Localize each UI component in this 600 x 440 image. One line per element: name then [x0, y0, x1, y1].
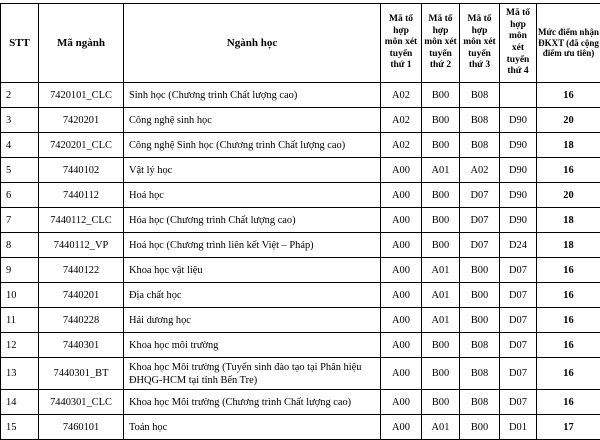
table-row — [1, 108, 600, 133]
table-row — [1, 333, 600, 358]
header-to-hop-4: Mã tổ hợp môn xét tuyển thứ 4 — [500, 4, 537, 83]
cell-muc-diem: 16 — [537, 333, 600, 358]
cell-to-hop-2: A01 — [422, 308, 460, 333]
cell-nganh-hoc: Công nghệ Sinh học (Chương trình Chất lượng cao) — [124, 133, 381, 158]
cell-ma-nganh: 7440228 — [39, 308, 124, 333]
cell-to-hop-1: A00 — [381, 183, 422, 208]
cell-ma-nganh: 7440112_CLC — [39, 208, 124, 233]
cell-to-hop-4: D90 — [500, 183, 537, 208]
cell-ma-nganh: 7440102 — [39, 158, 124, 183]
cell-to-hop-3: B08 — [460, 133, 500, 158]
cell-ma-nganh: 7440122 — [39, 258, 124, 283]
header-to-hop-2: Mã tổ hợp môn xét tuyển thứ 2 — [422, 4, 460, 83]
cell-stt: 9 — [1, 258, 39, 283]
cell-stt: 6 — [1, 183, 39, 208]
cell-to-hop-1: A00 — [381, 390, 422, 415]
cell-to-hop-3: B08 — [460, 358, 500, 390]
cell-to-hop-3: B00 — [460, 415, 500, 440]
cell-stt: 13 — [1, 358, 39, 390]
cell-to-hop-2: B00 — [422, 208, 460, 233]
cell-to-hop-3: D07 — [460, 208, 500, 233]
cell-to-hop-3: B00 — [460, 258, 500, 283]
cell-muc-diem: 18 — [537, 133, 600, 158]
cell-to-hop-2: A01 — [422, 158, 460, 183]
cell-to-hop-2: B00 — [422, 390, 460, 415]
cell-muc-diem: 17 — [537, 415, 600, 440]
cell-to-hop-1: A00 — [381, 283, 422, 308]
cell-nganh-hoc: Hoá học — [124, 183, 381, 208]
cell-to-hop-3: A02 — [460, 158, 500, 183]
cell-to-hop-4: D24 — [500, 233, 537, 258]
cell-stt: 7 — [1, 208, 39, 233]
table-row — [1, 258, 600, 283]
cell-to-hop-1: A02 — [381, 108, 422, 133]
cell-to-hop-4: D90 — [500, 158, 537, 183]
cell-to-hop-4: D07 — [500, 390, 537, 415]
cell-to-hop-1: A00 — [381, 358, 422, 390]
cell-nganh-hoc: Khoa học môi trường — [124, 333, 381, 358]
cell-to-hop-1: A02 — [381, 133, 422, 158]
cell-ma-nganh: 7440112_VP — [39, 233, 124, 258]
cell-ma-nganh: 7440301_CLC — [39, 390, 124, 415]
cell-stt: 3 — [1, 108, 39, 133]
cell-stt: 15 — [1, 415, 39, 440]
cell-muc-diem: 20 — [537, 183, 600, 208]
cell-to-hop-1: A02 — [381, 83, 422, 108]
cell-to-hop-4: D90 — [500, 133, 537, 158]
cell-to-hop-3: B08 — [460, 333, 500, 358]
cell-muc-diem: 16 — [537, 358, 600, 390]
cell-muc-diem: 16 — [537, 158, 600, 183]
cell-to-hop-3: B08 — [460, 83, 500, 108]
cell-to-hop-4: D90 — [500, 208, 537, 233]
cell-to-hop-3: B00 — [460, 308, 500, 333]
cell-to-hop-4: D07 — [500, 258, 537, 283]
cell-to-hop-4: D07 — [500, 358, 537, 390]
admission-score-table — [0, 3, 600, 440]
cell-to-hop-1: A00 — [381, 233, 422, 258]
cell-nganh-hoc: Toán học — [124, 415, 381, 440]
cell-nganh-hoc: Khoa học Môi trường (Tuyển sinh đào tạo tại Phân hiệu ĐHQG-HCM tại tỉnh Bến Tre) — [124, 358, 381, 390]
cell-to-hop-4: D07 — [500, 308, 537, 333]
cell-to-hop-4: D01 — [500, 415, 537, 440]
cell-to-hop-3: B08 — [460, 390, 500, 415]
cell-to-hop-4: D07 — [500, 283, 537, 308]
cell-to-hop-4 — [500, 83, 537, 108]
table-row — [1, 358, 600, 390]
cell-nganh-hoc: Hóa học (Chương trình Chất lượng cao) — [124, 208, 381, 233]
cell-to-hop-3: D07 — [460, 233, 500, 258]
header-row — [1, 4, 600, 83]
header-to-hop-3: Mã tổ hợp môn xét tuyển thứ 3 — [460, 4, 500, 83]
cell-ma-nganh: 7440201 — [39, 283, 124, 308]
cell-to-hop-1: A00 — [381, 415, 422, 440]
header-to-hop-1: Mã tổ hợp môn xét tuyển thứ 1 — [381, 4, 422, 83]
cell-to-hop-3: B08 — [460, 108, 500, 133]
cell-ma-nganh: 7420201 — [39, 108, 124, 133]
table-row — [1, 183, 600, 208]
cell-to-hop-2: B00 — [422, 183, 460, 208]
cell-nganh-hoc: Khoa học Môi trường (Chương trình Chất lượng cao) — [124, 390, 381, 415]
cell-to-hop-2: A01 — [422, 258, 460, 283]
table-row — [1, 415, 600, 440]
cell-ma-nganh: 7420101_CLC — [39, 83, 124, 108]
header-ma-nganh: Mã ngành — [39, 4, 124, 83]
cell-to-hop-1: A00 — [381, 333, 422, 358]
cell-to-hop-2: A01 — [422, 283, 460, 308]
cell-muc-diem: 20 — [537, 108, 600, 133]
table-row — [1, 83, 600, 108]
cell-ma-nganh: 7420201_CLC — [39, 133, 124, 158]
table-row — [1, 208, 600, 233]
cell-stt: 11 — [1, 308, 39, 333]
cell-to-hop-1: A00 — [381, 308, 422, 333]
cell-nganh-hoc: Hoá học (Chương trình liên kết Việt – Pháp) — [124, 233, 381, 258]
cell-stt: 5 — [1, 158, 39, 183]
cell-stt: 12 — [1, 333, 39, 358]
table-row — [1, 283, 600, 308]
cell-to-hop-1: A00 — [381, 258, 422, 283]
cell-to-hop-2: B00 — [422, 358, 460, 390]
cell-to-hop-4: D07 — [500, 333, 537, 358]
cell-to-hop-2: A01 — [422, 415, 460, 440]
cell-muc-diem: 16 — [537, 283, 600, 308]
cell-stt: 4 — [1, 133, 39, 158]
table-row — [1, 158, 600, 183]
cell-ma-nganh: 7440112 — [39, 183, 124, 208]
cell-stt: 14 — [1, 390, 39, 415]
cell-muc-diem: 18 — [537, 233, 600, 258]
cell-nganh-hoc: Sinh học (Chương trình Chất lượng cao) — [124, 83, 381, 108]
table-row — [1, 133, 600, 158]
cell-stt: 8 — [1, 233, 39, 258]
cell-stt: 2 — [1, 83, 39, 108]
cell-to-hop-2: B00 — [422, 108, 460, 133]
cell-to-hop-1: A00 — [381, 158, 422, 183]
cell-to-hop-1: A00 — [381, 208, 422, 233]
cell-nganh-hoc: Khoa học vật liệu — [124, 258, 381, 283]
cell-to-hop-2: B00 — [422, 333, 460, 358]
cell-muc-diem: 16 — [537, 258, 600, 283]
header-nganh-hoc: Ngành học — [124, 4, 381, 83]
cell-nganh-hoc: Địa chất học — [124, 283, 381, 308]
cell-nganh-hoc: Hải dương học — [124, 308, 381, 333]
cell-nganh-hoc: Công nghệ sinh học — [124, 108, 381, 133]
table-row — [1, 233, 600, 258]
cell-stt: 10 — [1, 283, 39, 308]
cell-muc-diem: 18 — [537, 208, 600, 233]
cell-muc-diem: 16 — [537, 83, 600, 108]
cell-ma-nganh: 7460101 — [39, 415, 124, 440]
header-stt: STT — [1, 4, 39, 83]
table-row — [1, 390, 600, 415]
cell-to-hop-2: B00 — [422, 233, 460, 258]
cell-to-hop-3: B00 — [460, 283, 500, 308]
cell-to-hop-3: D07 — [460, 183, 500, 208]
cell-muc-diem: 16 — [537, 390, 600, 415]
cell-muc-diem: 16 — [537, 308, 600, 333]
cell-ma-nganh: 7440301 — [39, 333, 124, 358]
cell-to-hop-2: B00 — [422, 133, 460, 158]
cell-to-hop-4: D90 — [500, 108, 537, 133]
cell-nganh-hoc: Vật lý học — [124, 158, 381, 183]
cell-to-hop-2: B00 — [422, 83, 460, 108]
cell-ma-nganh: 7440301_BT — [39, 358, 124, 390]
table-row — [1, 308, 600, 333]
header-muc-diem: Mức điểm nhận ĐKXT (đã cộng điểm ưu tiên) — [537, 4, 600, 83]
